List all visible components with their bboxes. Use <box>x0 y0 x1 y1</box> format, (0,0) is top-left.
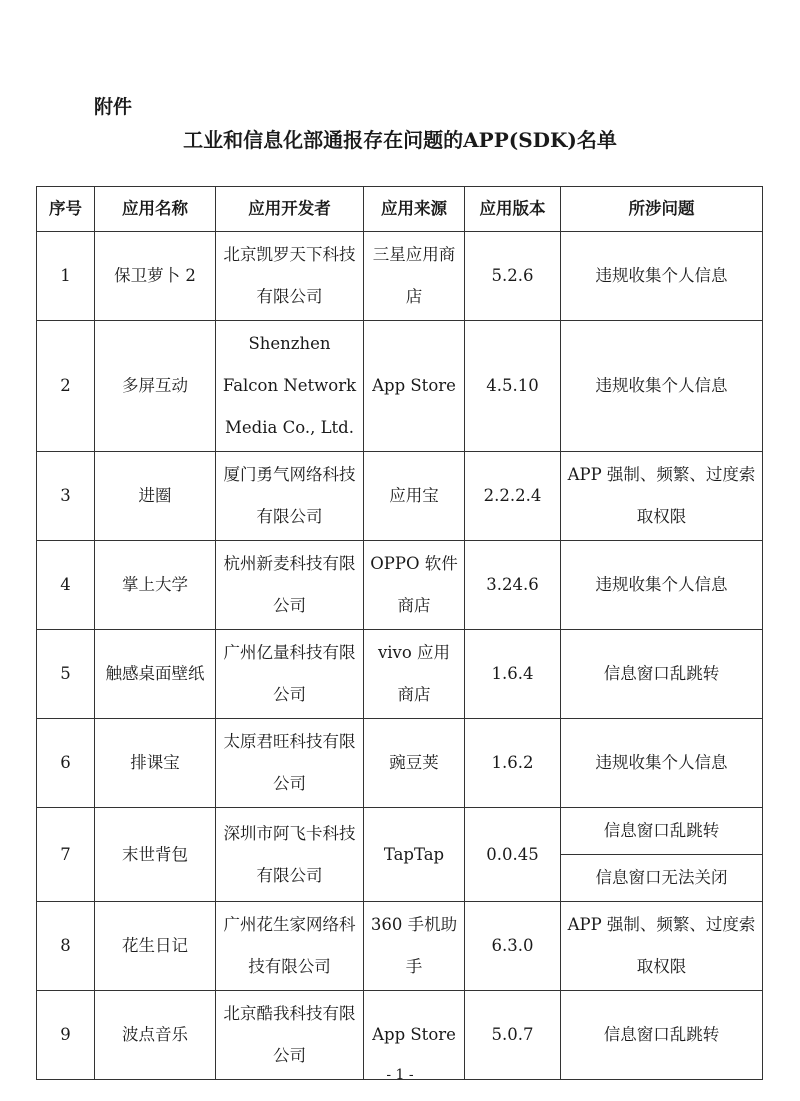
app-version-cell: 1.6.4 <box>465 630 561 719</box>
column-header-issues: 所涉问题 <box>561 187 763 232</box>
app-name-cell: 保卫萝卜 2 <box>95 232 216 321</box>
app-source-cell: TapTap <box>364 808 465 902</box>
row-number-cell: 9 <box>37 991 95 1080</box>
column-header-no: 序号 <box>37 187 95 232</box>
table-row <box>37 541 763 630</box>
developer-cell: 厦门勇气网络科技有限公司 <box>216 452 364 541</box>
app-version-cell: 4.5.10 <box>465 321 561 452</box>
app-version-cell: 6.3.0 <box>465 902 561 991</box>
column-header-source: 应用来源 <box>364 187 465 232</box>
table-row <box>37 630 763 719</box>
issue-cell: 信息窗口乱跳转 <box>561 991 763 1080</box>
issue-cell: 信息窗口乱跳转 <box>561 808 763 855</box>
app-version-cell: 1.6.2 <box>465 719 561 808</box>
developer-cell: 广州亿量科技有限公司 <box>216 630 364 719</box>
app-name-cell: 触感桌面壁纸 <box>95 630 216 719</box>
app-source-cell: 三星应用商店 <box>364 232 465 321</box>
column-header-developer: 应用开发者 <box>216 187 364 232</box>
issue-cell: APP 强制、频繁、过度索取权限 <box>561 902 763 991</box>
column-header-version: 应用版本 <box>465 187 561 232</box>
app-name-cell: 花生日记 <box>95 902 216 991</box>
developer-cell: 太原君旺科技有限公司 <box>216 719 364 808</box>
table-row <box>37 321 763 452</box>
app-source-cell: App Store <box>364 321 465 452</box>
developer-cell: 广州花生家网络科技有限公司 <box>216 902 364 991</box>
app-list-table <box>36 186 763 1080</box>
app-source-cell: App Store <box>364 991 465 1080</box>
issue-cell: 违规收集个人信息 <box>561 321 763 452</box>
row-number-cell: 5 <box>37 630 95 719</box>
issue-cell: 违规收集个人信息 <box>561 719 763 808</box>
app-name-cell: 掌上大学 <box>95 541 216 630</box>
developer-cell: 深圳市阿飞卡科技有限公司 <box>216 808 364 902</box>
app-name-cell: 排课宝 <box>95 719 216 808</box>
table-row <box>37 452 763 541</box>
app-source-cell: 应用宝 <box>364 452 465 541</box>
app-name-cell: 进圈 <box>95 452 216 541</box>
developer-cell: 杭州新麦科技有限公司 <box>216 541 364 630</box>
table-row <box>37 808 763 855</box>
issue-cell: 违规收集个人信息 <box>561 232 763 321</box>
table-row <box>37 232 763 321</box>
app-name-cell: 末世背包 <box>95 808 216 902</box>
row-number-cell: 1 <box>37 232 95 321</box>
row-number-cell: 2 <box>37 321 95 452</box>
issue-cell: 违规收集个人信息 <box>561 541 763 630</box>
app-name-cell: 多屏互动 <box>95 321 216 452</box>
developer-cell: Shenzhen Falcon Network Media Co., Ltd. <box>216 321 364 452</box>
column-header-app: 应用名称 <box>95 187 216 232</box>
table-row <box>37 719 763 808</box>
attachment-label: 附件 <box>94 96 133 118</box>
row-number-cell: 7 <box>37 808 95 902</box>
app-source-cell: 豌豆荚 <box>364 719 465 808</box>
app-source-cell: OPPO 软件商店 <box>364 541 465 630</box>
issue-cell: APP 强制、频繁、过度索取权限 <box>561 452 763 541</box>
row-number-cell: 3 <box>37 452 95 541</box>
app-version-cell: 3.24.6 <box>465 541 561 630</box>
app-name-cell: 波点音乐 <box>95 991 216 1080</box>
app-version-cell: 5.2.6 <box>465 232 561 321</box>
row-number-cell: 4 <box>37 541 95 630</box>
row-number-cell: 8 <box>37 902 95 991</box>
app-source-cell: 360 手机助手 <box>364 902 465 991</box>
document-title: 工业和信息化部通报存在问题的APP(SDK)名单 <box>183 128 617 152</box>
app-source-cell: vivo 应用商店 <box>364 630 465 719</box>
app-version-cell: 2.2.2.4 <box>465 452 561 541</box>
issue-cell: 信息窗口无法关闭 <box>561 855 763 902</box>
issue-cell: 信息窗口乱跳转 <box>561 630 763 719</box>
table-row <box>37 902 763 991</box>
page-number: - 1 - <box>386 1067 414 1083</box>
row-number-cell: 6 <box>37 719 95 808</box>
developer-cell: 北京酷我科技有限公司 <box>216 991 364 1080</box>
table-header-row <box>37 187 763 232</box>
app-version-cell: 5.0.7 <box>465 991 561 1080</box>
developer-cell: 北京凯罗天下科技有限公司 <box>216 232 364 321</box>
app-version-cell: 0.0.45 <box>465 808 561 902</box>
